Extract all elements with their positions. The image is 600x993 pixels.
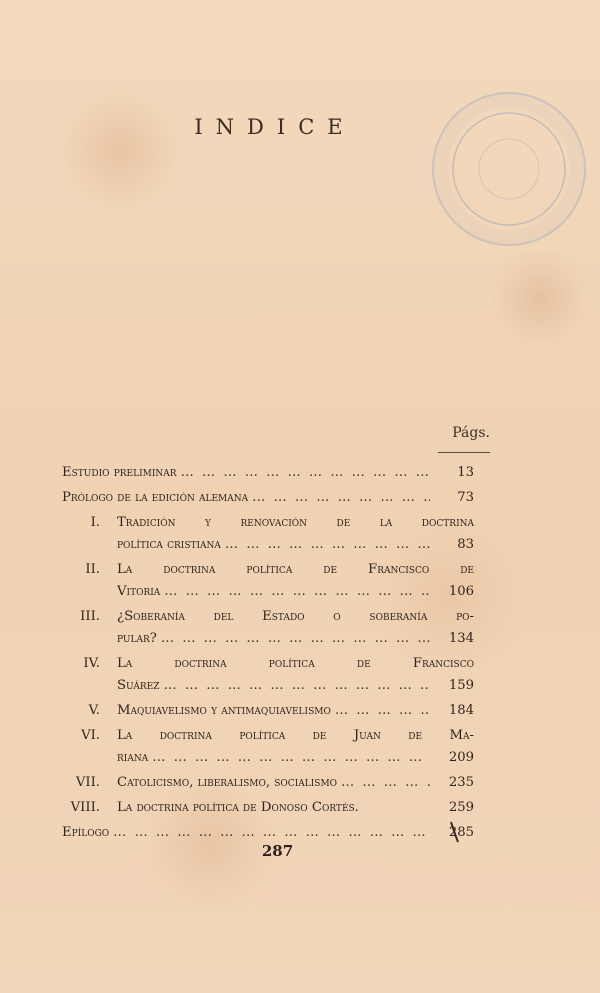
toc-entry — [62, 725, 474, 769]
toc-entry — [62, 559, 474, 603]
chapter-number: VIII. — [70, 800, 100, 815]
chapter-number: III. — [80, 609, 100, 624]
toc-entry-page: 13 — [457, 465, 474, 480]
toc-entry-page: 134 — [448, 631, 474, 646]
toc-entry-page: 83 — [457, 537, 474, 552]
toc-entry-title: La doctrina política de Francisco de — [117, 562, 474, 577]
toc-entry-page: 159 — [448, 678, 474, 693]
leader-dots — [335, 700, 430, 722]
leader-dots — [341, 772, 430, 794]
leader-dots — [225, 534, 430, 556]
toc-entry-title-cont: riana — [117, 750, 149, 765]
toc-entry-title-cont: Suárez — [117, 678, 160, 693]
leader-dots — [164, 581, 430, 603]
leader-dots — [163, 675, 430, 697]
toc-entry-title: La doctrina política de Donoso Cortés. — [117, 800, 359, 815]
toc-entry — [62, 822, 474, 844]
leader-dots — [161, 628, 430, 650]
toc-entry-page: 235 — [448, 775, 474, 790]
chapter-number: VII. — [75, 775, 100, 790]
toc-entry-title-cont: pular? — [117, 631, 157, 646]
toc-entry — [62, 653, 474, 697]
pages-column-header: Págs. — [452, 425, 490, 441]
toc-entry — [62, 606, 474, 650]
toc-entry — [62, 700, 474, 722]
toc-entry — [62, 797, 474, 819]
toc-entry-page: 209 — [448, 750, 474, 765]
chapter-number: II. — [85, 562, 100, 577]
page-title: INDICE — [194, 115, 356, 139]
page-number: 287 — [261, 842, 294, 860]
toc-entry — [62, 512, 474, 556]
pages-header-rule — [438, 452, 490, 453]
toc-entry-page: 285 — [448, 825, 474, 840]
toc-entry-page: 73 — [457, 490, 474, 505]
toc-entry-title: Estudio preliminar — [62, 465, 177, 480]
toc-entry-title: Prólogo de la edición alemana — [62, 490, 249, 505]
toc-entry-title: Catolicismo, liberalismo, socialismo — [117, 775, 338, 790]
leader-dots — [152, 747, 430, 769]
toc-entry-title-cont: política cristiana — [117, 537, 221, 552]
table-of-contents — [62, 462, 474, 847]
chapter-number: IV. — [83, 656, 100, 671]
pencil-mark-icon — [449, 820, 463, 844]
toc-entry — [62, 772, 474, 794]
leader-dots — [113, 822, 430, 844]
chapter-number: VI. — [81, 728, 100, 743]
toc-entry-title: Maquiavelismo y antimaquiavelismo — [117, 703, 331, 718]
toc-entry-title: ¿Soberanía del Estado o soberanía po- — [117, 609, 474, 624]
toc-entry-title: Tradición y renovación de la doctrina — [117, 515, 474, 530]
toc-entry — [62, 487, 474, 509]
toc-entry-title: La doctrina política de Francisco — [117, 656, 474, 671]
chapter-number: I. — [90, 515, 100, 530]
toc-entry-title: Epílogo — [62, 825, 110, 840]
toc-entry-page: 184 — [448, 703, 474, 718]
chapter-number: V. — [88, 703, 100, 718]
leader-dots — [252, 487, 430, 509]
toc-entry-title: La doctrina política de Juan de Ma- — [117, 728, 474, 743]
toc-entry — [62, 462, 474, 484]
leader-dots — [181, 462, 430, 484]
toc-entry-page: 106 — [448, 584, 474, 599]
toc-entry-page: 259 — [448, 800, 474, 815]
toc-entry-title-cont: Vitoria — [117, 584, 161, 599]
